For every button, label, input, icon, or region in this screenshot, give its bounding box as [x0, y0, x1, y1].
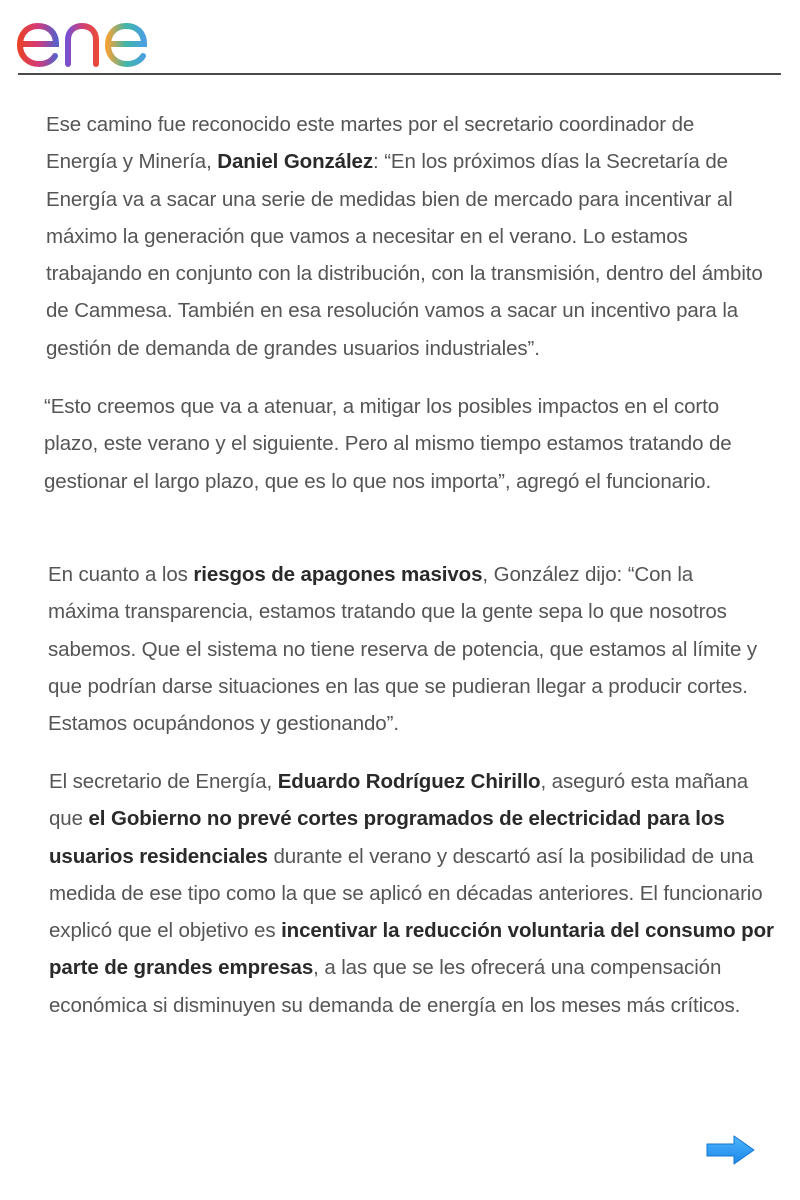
p1-text-2: : “En los próximos días la Secretaría de Energía va a sacar una serie de medidas bien de mercado para incentivar al máximo la generación que vamos a necesitar en el verano. Lo estamos trabajando en conjunto con la distribución, con la transmisión, dentro del ámbito de Cammesa. También en esa resolución vamos a sacar un incentivo para la gestión de demanda de grandes usuarios industriales”.	[46, 150, 763, 360]
paragraph-4	[49, 763, 774, 1024]
p1-text-1: Ese camino fue reconocido este martes por el secretario coordinador de Energía y Minería,	[46, 113, 695, 174]
arrow-right-icon	[704, 1133, 756, 1167]
p4-text-1: El secretario de Energía,	[49, 770, 278, 793]
p2-text-1: “Esto creemos que va a atenuar, a mitigar los posibles impactos en el corto plazo, este verano y el siguiente. Pero al mismo tiempo estamos tratando de gestionar el largo plazo, que es lo que nos importa”, agregó el funcionario.	[44, 395, 732, 493]
paragraph-1	[46, 106, 766, 367]
p4-bold-1: Eduardo Rodríguez Chirillo	[277, 770, 541, 793]
p4-text-4: , a las que se les ofrecerá una compensación económica si disminuyen su demanda de energía en los meses más críticos.	[49, 956, 741, 1017]
header	[0, 0, 800, 76]
p4-text-2: , aseguró esta mañana que	[49, 770, 749, 831]
enel-logo[interactable]	[16, 6, 186, 70]
paragraph-3	[48, 556, 768, 742]
p3-text-2: , González dijo: “Con la máxima transparencia, estamos tratando que la gente sepa lo que nosotros sabemos. Que el sistema no tiene reserva de potencia, que estamos al límite y que podrían darse situaciones en las que se pudieran llegar a producir cortes. Estamos ocupándonos y gestionando”.	[48, 563, 758, 736]
p1-bold-1: Daniel González	[217, 150, 374, 174]
p4-bold-2: el Gobierno no prevé cortes programados de electricidad para los usuarios residenciales	[49, 807, 725, 868]
p3-bold-1: riesgos de apagones masivos	[193, 563, 483, 586]
header-divider	[18, 73, 781, 75]
p4-bold-3: incentivar la reducción voluntaria del consumo por parte de grandes empresas	[49, 919, 774, 980]
paragraph-2	[44, 388, 764, 500]
next-page-button[interactable]	[704, 1133, 756, 1167]
p3-text-1: En cuanto a los	[48, 563, 194, 586]
p4-text-3: durante el verano y descartó así la posibilidad de una medida de ese tipo como la que se aplicó en décadas anteriores. El funcionario explicó que el objetivo es	[49, 844, 763, 943]
